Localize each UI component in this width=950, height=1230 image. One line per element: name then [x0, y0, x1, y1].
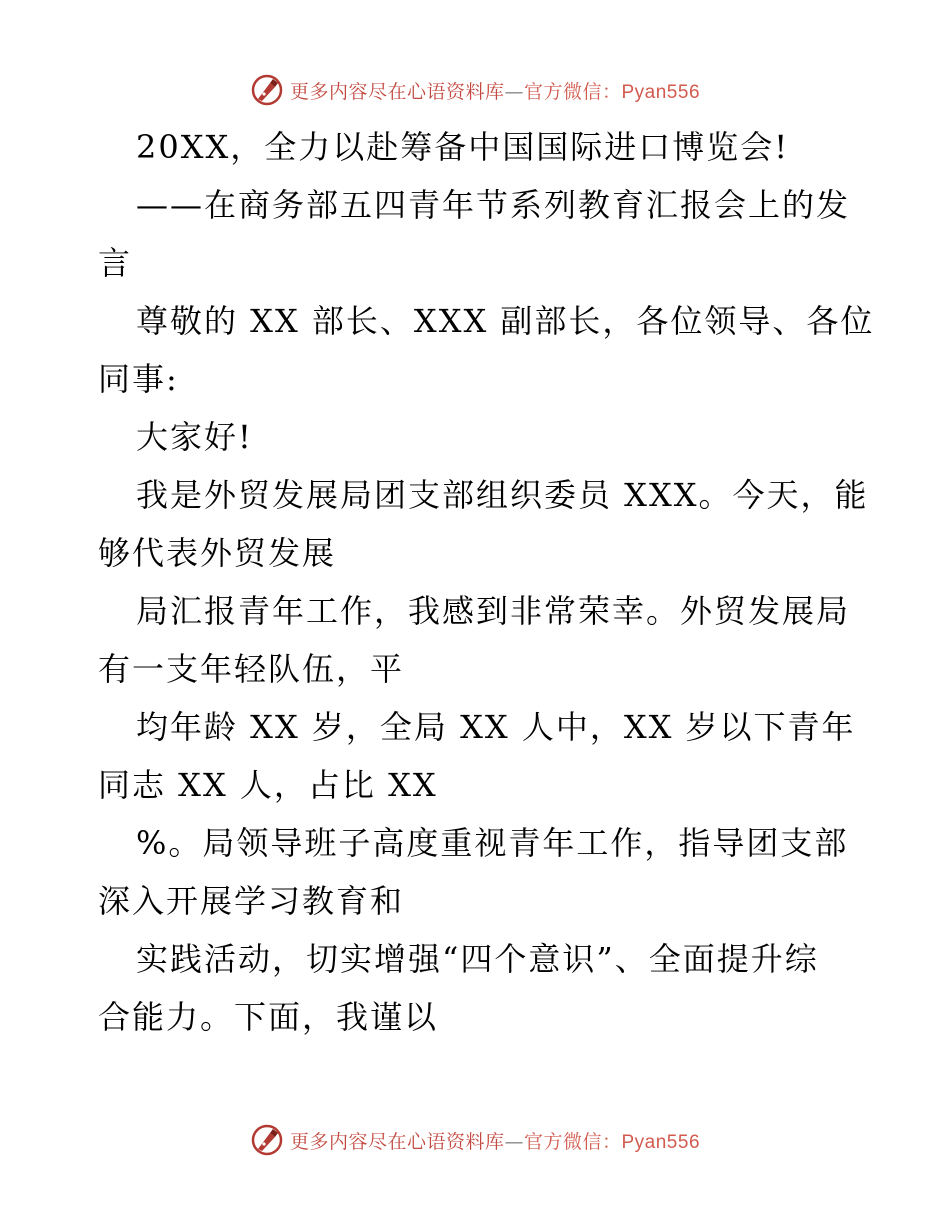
- header-banner: [0, 72, 950, 108]
- banner-wechat-id: Pyan556: [621, 81, 701, 103]
- document-body: [98, 118, 875, 1046]
- salutation-continuation: 同事:: [98, 360, 179, 398]
- header-banner-content: [250, 73, 700, 107]
- paragraph-line: 均年龄 XX 岁，全局 XX 人中，XX 岁以下青年: [136, 708, 856, 746]
- footer-banner-content: [250, 1123, 700, 1157]
- pen-logo-icon: [250, 73, 284, 107]
- pen-logo-icon: [250, 1123, 284, 1157]
- paragraph-line: 深入开展学习教育和: [98, 882, 405, 920]
- document-subtitle: ——在商务部五四青年节系列教育汇报会上的发: [136, 186, 851, 224]
- greeting: 大家好!: [136, 418, 253, 456]
- banner-text: [290, 77, 700, 104]
- document-title: 20XX，全力以赴筹备中国国际进口博览会!: [136, 128, 790, 166]
- banner-wechat-label: 官方微信：: [523, 1130, 622, 1153]
- paragraph-line: 合能力。下面，我谨以: [98, 998, 439, 1036]
- paragraph-line: 有一支年轻队伍，平: [98, 650, 405, 688]
- banner-dash: —: [504, 80, 524, 103]
- paragraph-line: 实践活动，切实增强“四个意识”、全面提升综: [136, 940, 819, 978]
- paragraph-line: 够代表外贸发展: [98, 534, 337, 572]
- banner-dash: —: [504, 1130, 524, 1153]
- banner-wechat-label: 官方微信：: [523, 80, 622, 103]
- banner-wechat-id: Pyan556: [621, 1131, 701, 1153]
- salutation: 尊敬的 XX 部长、XXX 副部长，各位领导、各位: [136, 302, 875, 340]
- banner-main-text: 更多内容尽在心语资料库: [289, 1130, 505, 1153]
- paragraph-line: %。局领导班子高度重视青年工作，指导团支部: [136, 824, 849, 862]
- banner-text: [290, 1127, 700, 1154]
- paragraph-line: 局汇报青年工作，我感到非常荣幸。外贸发展局: [136, 592, 851, 630]
- banner-main-text: 更多内容尽在心语资料库: [289, 80, 505, 103]
- paragraph-line: 我是外贸发展局团支部组织委员 XXX。今天，能: [136, 476, 869, 514]
- document-subtitle-continuation: 言: [98, 244, 133, 282]
- paragraph-line: 同志 XX 人，占比 XX: [98, 766, 438, 804]
- footer-banner: [0, 1122, 950, 1158]
